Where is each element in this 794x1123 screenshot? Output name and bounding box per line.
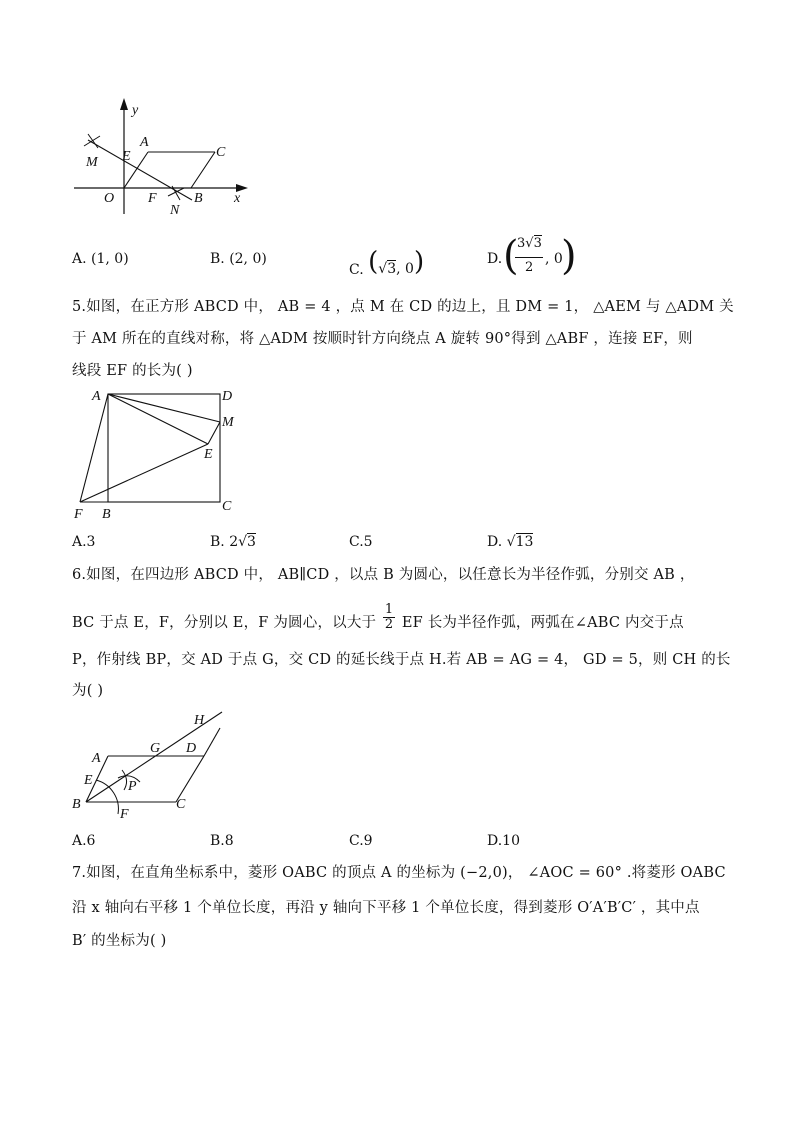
fig4-label-y: y [132,103,139,118]
q5-line-1: 5.如图，在正方形 ABCD 中， AB = 4 ，点 M 在 CD 的边上，且 DM = 1， △AEM 与 △ADM 关 [72,299,734,315]
q6-line-3: P，作射线 BP，交 AD 于点 G，交 CD 的延长线于点 H.若 AB = AG = 4， GD = 5，则 CH 的长 [72,652,731,668]
q6-figure [68,704,248,824]
q6-option-d: D.10 [487,833,520,849]
q5-option-d-root: 13 [515,534,534,550]
fig6-label-G: G [150,741,161,756]
fig5-label-B: B [102,507,111,522]
fig5-label-M: M [222,415,234,430]
q5-option-b-root: 3 [247,534,256,550]
q6-option-b: B.8 [210,833,234,849]
q4-option-d-coef: 3 [517,236,526,251]
q5-option-d: D. √13 [487,534,534,550]
fig6-label-P: P [128,779,137,794]
q6-line-1: 6.如图，在四边形 ABCD 中， AB∥CD ，以点 B 为圆心，以任意长为半径作弧，分别交 AB ， [72,567,695,583]
fig4-label-B: B [194,191,203,206]
q5-line-2: 于 AM 所在的直线对称，将 △ADM 按顺时针方向绕点 A 旋转 90°得到 △ABF ，连接 EF，则 [72,331,693,347]
fig5-label-C: C [222,499,232,514]
fig6-label-F: F [120,807,129,822]
fig6-label-B: B [72,797,81,812]
q7-line-2: 沿 x 轴向右平移 1 个单位长度，再沿 y 轴向下平移 1 个单位长度，得到菱形 O′A′B′C′ ，其中点 [72,900,700,916]
fig4-label-E: E [122,149,131,164]
q4-option-d-suffix: , 0 [545,251,563,267]
q4-option-d-prefix: D. [487,251,503,267]
fig4-label-F: F [148,191,157,206]
q4-option-a: A. (1, 0) [72,251,129,267]
q5-figure [68,384,248,524]
q4-option-d-root: 3 [533,236,542,251]
fig6-label-D: D [186,741,197,756]
q5-option-d-prefix: D. [487,534,503,550]
fig6-label-C: C [176,797,186,812]
q4-option-d-den: 2 [525,260,534,275]
q4-option-b: B. (2, 0) [210,251,267,267]
fig5-label-D: D [222,389,233,404]
q4-option-c-suffix: , 0 [396,261,414,277]
q7-line-1: 7.如图，在直角坐标系中，菱形 OABC 的顶点 A 的坐标为 (−2,0)， ∠AOC = 60° .将菱形 OABC [72,865,726,881]
q6-option-a: A.6 [72,833,96,849]
q6-frac-den: 2 [384,617,394,632]
q6-line-2 [72,603,684,637]
q4-option-c-prefix: C. [349,262,364,278]
fig4-label-x: x [234,191,241,206]
q4-figure [68,96,258,222]
fig5-label-E: E [204,447,213,462]
fig6-label-H: H [194,713,205,728]
q5-option-b-prefix: B. 2 [210,534,239,550]
fig4-label-O: O [104,191,115,206]
fig6-label-E: E [84,773,93,788]
q6-option-c: C.9 [349,833,373,849]
fig5-label-A: A [92,389,101,404]
fig4-label-N: N [170,203,180,218]
fig4-label-A: A [140,135,149,150]
fig4-label-C: C [216,145,226,160]
fig6-label-A: A [92,751,101,766]
q5-line-3: 线段 EF 的长为( ) [72,363,193,379]
q4-option-c: C. (√3, 0) [349,247,425,278]
q6-line-2b: EF 长为半径作弧，两弧在∠ABC 内交于点 [401,615,684,631]
q7-line-3: B′ 的坐标为( ) [72,933,167,949]
q6-frac-num: 1 [384,602,394,617]
q5-option-a: A.3 [72,534,96,550]
q5-option-b: B. 2√3 [210,534,256,550]
q6-line-2a: BC 于点 E，F，分别以 E，F 为圆心，以大于 [72,615,377,631]
q4-option-c-root: 3 [387,261,397,277]
fig5-label-F: F [74,507,83,522]
q5-option-c: C.5 [349,534,373,550]
q6-line-4: 为( ) [72,683,104,699]
fig4-label-M: M [86,155,98,170]
